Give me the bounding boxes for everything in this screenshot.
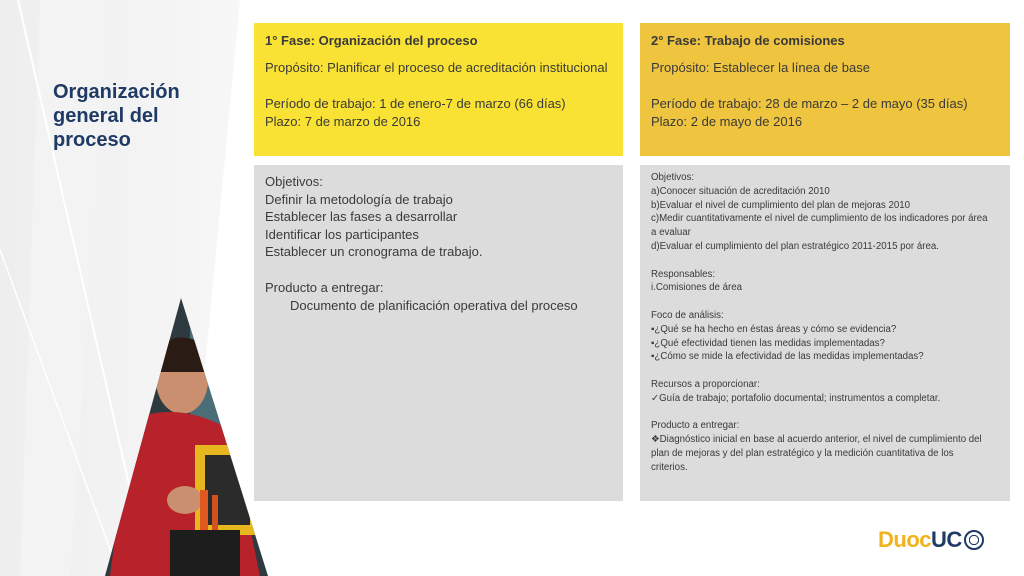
phase2-header-box (640, 23, 1010, 156)
phase1-objective-item: Identificar los participantes (265, 226, 419, 242)
phase2-foco-heading: Foco de análisis: (651, 309, 724, 321)
phase1-objective-item: Definir la metodología de trabajo (265, 191, 453, 207)
phase1-objective-item: Establecer un cronograma de trabajo. (265, 244, 483, 260)
phase2-objectives-heading: Objetivos: (651, 172, 695, 183)
phase2-producto-item: ❖Diagnóstico inicial en base al acuerdo anterior, el nivel de cumplimiento del (651, 434, 982, 446)
phase2-objective-item: d)Evaluar el cumplimiento del plan estratégico 2011-2015 por área. (651, 240, 939, 252)
phase1-product-heading: Producto a entregar: (265, 279, 384, 295)
phase1-period: Período de trabajo: 1 de enero-7 de marzo (66 días) (265, 96, 566, 111)
phase1-objectives-heading: Objetivos: (265, 174, 323, 189)
phase2-objective-item: a evaluar (651, 227, 691, 239)
title-line: proceso (53, 129, 131, 151)
phase2-foco-item: ▪¿Cómo se mide la efectividad de las medidas implementadas? (651, 351, 924, 363)
phase1-product: Documento de planificación operativa del proceso (290, 297, 578, 313)
phase2-responsables-heading: Responsables: (651, 268, 716, 280)
phase2-recursos-heading: Recursos a proporcionar: (651, 378, 760, 390)
logo-text-uc: UC (931, 527, 962, 552)
phase1-purpose: Propósito: Planificar el proceso de acreditación institucional (265, 60, 608, 75)
phase2-foco-item: ▪¿Qué efectividad tienen las medidas implementadas? (651, 337, 885, 349)
phase2-objective-item: c)Medir cuantitativamente el nivel de cumplimiento de los indicadores por área (651, 213, 988, 225)
phase2-responsable-item: i.Comisiones de área (651, 282, 743, 294)
title-line: Organización (53, 81, 180, 103)
phase2-objective-item: a)Conocer situación de acreditación 2010 (651, 185, 830, 197)
logo-text-duoc: Duoc (878, 527, 931, 552)
phase2-objective-item: b)Evaluar el nivel de cumplimiento del plan de mejoras 2010 (651, 199, 911, 211)
phase2-deadline: Plazo: 2 de mayo de 2016 (651, 114, 803, 129)
phase2-producto-item: criterios. (651, 461, 688, 473)
phase2-purpose: Propósito: Establecer la línea de base (651, 60, 870, 75)
page-title (53, 80, 243, 152)
duoc-uc-logo (878, 526, 984, 554)
logo-seal-icon (964, 530, 984, 550)
phase1-header-box (254, 23, 623, 156)
phase1-details-box (254, 165, 623, 501)
phase1-title: 1° Fase: Organización del proceso (265, 33, 478, 48)
phase2-producto-heading: Producto a entregar: (651, 420, 740, 432)
title-line: general del (53, 105, 159, 127)
phase2-title: 2° Fase: Trabajo de comisiones (651, 33, 845, 48)
phase1-objective-item: Establecer las fases a desarrollar (265, 209, 458, 225)
phase2-producto-item: plan de mejoras y del plan estratégico y la medición cuantitativa de los (651, 447, 954, 459)
phase1-deadline: Plazo: 7 de marzo de 2016 (265, 114, 421, 129)
phase2-details-box (640, 165, 1010, 501)
phase2-recursos-item: ✓Guía de trabajo; portafolio documental; instrumentos a completar. (651, 392, 941, 404)
phase2-period: Período de trabajo: 28 de marzo – 2 de mayo (35 días) (651, 96, 968, 111)
phase2-foco-item: ▪¿Qué se ha hecho en éstas áreas y cómo se evidencia? (651, 323, 897, 335)
